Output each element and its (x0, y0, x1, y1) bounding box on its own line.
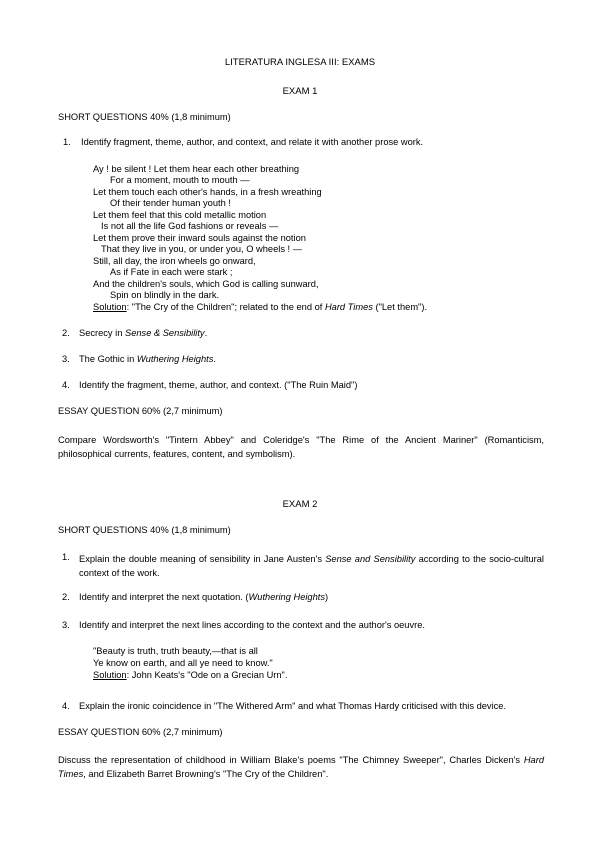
solution-line: Solution: John Keats's "Ode on a Grecian Urn". (93, 670, 288, 680)
poem-line: Let them feel that this cold metallic motion (93, 210, 267, 220)
poem-line: Ye know on earth, and all ye need to know." (93, 658, 273, 668)
poem-line: As if Fate in each were stark ; (110, 267, 233, 277)
poem-line: And the children's souls, which God is calling sunward, (93, 279, 319, 289)
poem-line: Spin on blindly in the dark. (110, 290, 220, 300)
question-text: Identify the fragment, theme, author, and context. ("The Ruin Maid") (79, 380, 358, 390)
poem-line: Let them touch each other's hands, in a fresh wreathing (93, 187, 322, 197)
question-number: 1. (62, 552, 70, 562)
question-text: Identify fragment, theme, author, and context, and relate it with another prose work. (81, 137, 424, 147)
exam-1-essay-heading: ESSAY QUESTION 60% (2,7 minimum) (58, 406, 223, 416)
solution-line: Solution: "The Cry of the Children"; related to the end of Hard Times ("Let them"). (93, 302, 428, 312)
exam-1-heading: EXAM 1 (282, 86, 318, 97)
exam-2-heading: EXAM 2 (282, 499, 318, 510)
question-number: 4. (62, 701, 70, 711)
poem-line: For a moment, mouth to mouth — (110, 175, 250, 185)
poem-line: Still, all day, the iron wheels go onward, (93, 256, 256, 266)
poem-line: "Beauty is truth, truth beauty,—that is all (93, 646, 258, 656)
question-text: Identify and interpret the next quotation. (Wuthering Heights) (79, 592, 329, 602)
question-number: 3. (62, 354, 70, 364)
question-text: Explain the ironic coincidence in "The Withered Arm" and what Thomas Hardy criticised with this device. (79, 701, 507, 711)
poem-line: That they live in you, or under you, O wheels ! — (101, 244, 303, 254)
document-title: LITERATURA INGLESA III: EXAMS (224, 57, 376, 68)
poem-line: Let them prove their inward souls against the notion (93, 233, 306, 243)
question-text: Explain the double meaning of sensibility in Jane Austen's Sense and Sensibility according to the socio-cultural context of the work. (79, 554, 544, 578)
question-text: The Gothic in Wuthering Heights. (79, 354, 216, 364)
question-number: 2. (62, 328, 70, 338)
solution-label: Solution (93, 302, 127, 312)
question-text: Secrecy in Sense & Sensibility. (79, 328, 208, 338)
exam-2-essay-text: Discuss the representation of childhood in William Blake's poems "The Chimney Sweeper", Charles Dicken's Hard Times, and Elizabeth Barret Browning's "The Cry of the Children". (58, 755, 544, 779)
question-number: 4. (62, 380, 70, 390)
poem-line: Of their tender human youth ! (110, 198, 231, 208)
exam-2-essay-heading: ESSAY QUESTION 60% (2,7 minimum) (58, 727, 223, 737)
question-number: 2. (62, 592, 70, 602)
work-title: Hard Times (324, 302, 373, 312)
exam-1-essay-text: Compare Wordsworth's "Tintern Abbey" and Coleridge's "The Rime of the Ancient Mariner" (Romanticism, philosophical currents, features, content, and symbolism). (58, 435, 544, 459)
poem-line: Ay ! be silent ! Let them hear each other breathing (93, 164, 300, 174)
exam-1-short-questions-heading: SHORT QUESTIONS 40% (1,8 minimum) (58, 112, 231, 122)
solution-label: Solution (93, 670, 127, 680)
question-text: Identify and interpret the next lines according to the context and the author's oeuvre. (79, 620, 425, 630)
question-number: 3. (62, 620, 70, 630)
question-number: 1. (63, 137, 71, 147)
poem-line: Is not all the life God fashions or reveals — (101, 221, 279, 231)
exam-2-short-questions-heading: SHORT QUESTIONS 40% (1,8 minimum) (58, 525, 231, 535)
